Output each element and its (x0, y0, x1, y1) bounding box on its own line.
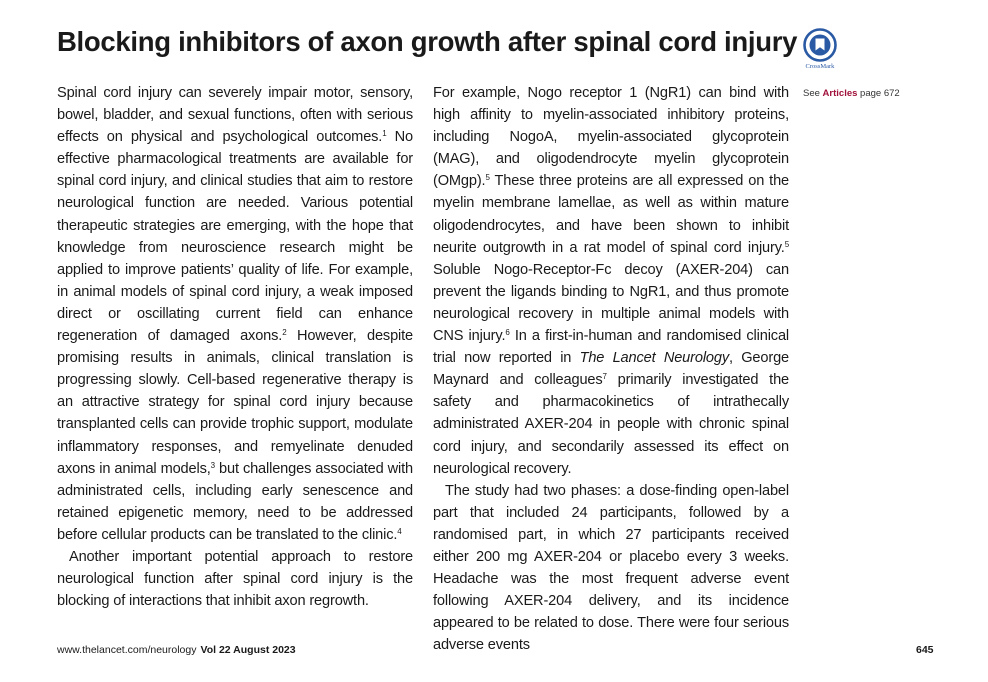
crossmark-icon (803, 28, 837, 62)
text-run: In a first-in-human and randomised clinical trial now reported in (433, 328, 790, 367)
reference-marker[interactable]: 7 (602, 372, 607, 382)
paragraph (433, 480, 789, 657)
paragraph (57, 546, 413, 612)
text-run: For example, Nogo receptor 1 (NgR1) can bind with high affinity to myelin-associated inhibitory proteins, including NogoA, myelin-associated glycoprotein (MAG), and oligodendrocyte myelin glycoprotein (OMgp). (433, 85, 789, 190)
articles-link[interactable]: Articles (822, 88, 858, 99)
page-number: 645 (916, 644, 934, 656)
journal-name: The Lancet Neurology (579, 350, 729, 367)
reference-marker[interactable]: 5 (485, 173, 490, 183)
text-run: Another important potential approach to restore neurological function after spinal cord injury is the blocking of interactions that inhibit axon regrowth. (57, 548, 413, 610)
paragraph (57, 82, 413, 546)
reference-marker[interactable]: 4 (397, 526, 402, 536)
journal-url[interactable]: www.thelancet.com/neurology (57, 644, 197, 656)
text-run: Soluble Nogo-Receptor-Fc decoy (AXER-204) can prevent the ligands binding to NgR1, and thus promote neurological recovery in multiple animal models with CNS injury. (433, 261, 789, 345)
text-run: These three proteins are all expressed on the myelin membrane lamellae, as well as within mature oligodendrocytes, and have been shown to inhibit neurite outgrowth in a rat model of spinal cord injury. (433, 173, 789, 256)
reference-marker[interactable]: 3 (210, 460, 215, 470)
text-run: No effective pharmacological treatments are available for spinal cord injury, and clinical studies that aim to restore neurological function are needed. Various potential therapeutic strategies are emerging, with the hope that knowledge from neuroscience research might be applied to improve patients’ quality of life. For example, in animal models of spinal cord injury, a weak imposed direct or oscillating current field can enhance regeneration of damaged axons. (57, 129, 413, 345)
paragraph (433, 82, 789, 480)
footer-citation (57, 644, 296, 656)
text-run: , George Maynard and colleagues (433, 350, 789, 389)
article-title: Blocking inhibitors of axon growth after spinal cord injury (57, 26, 798, 57)
reference-marker[interactable]: 1 (382, 129, 387, 139)
crossmark-badge[interactable] (798, 28, 842, 70)
text-run: The study had two phases: a dose-finding open-label part that included 24 participants, followed by a randomised part, in which 27 participants received either 200 mg AXER-204 or placebo every 3 weeks. Headache was the most frequent adverse event following AXER-204 delivery, and its incidence appeared to be related to dose. There were four serious adverse events (433, 482, 789, 654)
page-reference: page 672 (860, 88, 900, 99)
crossmark-label: CrossMark (805, 63, 835, 70)
text-run: primarily investigated the safety and pharmacokinetics of intrathecally administrated AXER-204 in people with chronic spinal cord injury, and secondarily assessed its effect on neurological recovery. (433, 372, 790, 477)
text-run: but challenges associated with administrated cells, including early senescence and retained epigenetic memory, need to be addressed before cellular products can be translated to the clinic. (57, 460, 414, 543)
text-run: Spinal cord injury can severely impair motor, sensory, bowel, bladder, and sexual functions, often with serious effects on physical and psychological outcomes. (57, 85, 413, 146)
left-column (57, 82, 413, 612)
see-articles-note (803, 88, 900, 99)
see-prefix: See (803, 88, 820, 99)
volume-date: Vol 22 August 2023 (200, 644, 296, 656)
text-run: However, despite promising results in animals, clinical translation is progressing slowly. Cell-based regenerative therapy is an attractive strategy for spinal cord injury because transplanted cells can provide trophic support, modulate inflammatory responses, and remyelinate denuded axons in animal models, (57, 328, 414, 477)
reference-marker[interactable]: 2 (282, 328, 287, 338)
reference-marker[interactable]: 6 (505, 328, 510, 338)
reference-marker[interactable]: 5 (784, 239, 789, 249)
right-column (433, 82, 789, 656)
